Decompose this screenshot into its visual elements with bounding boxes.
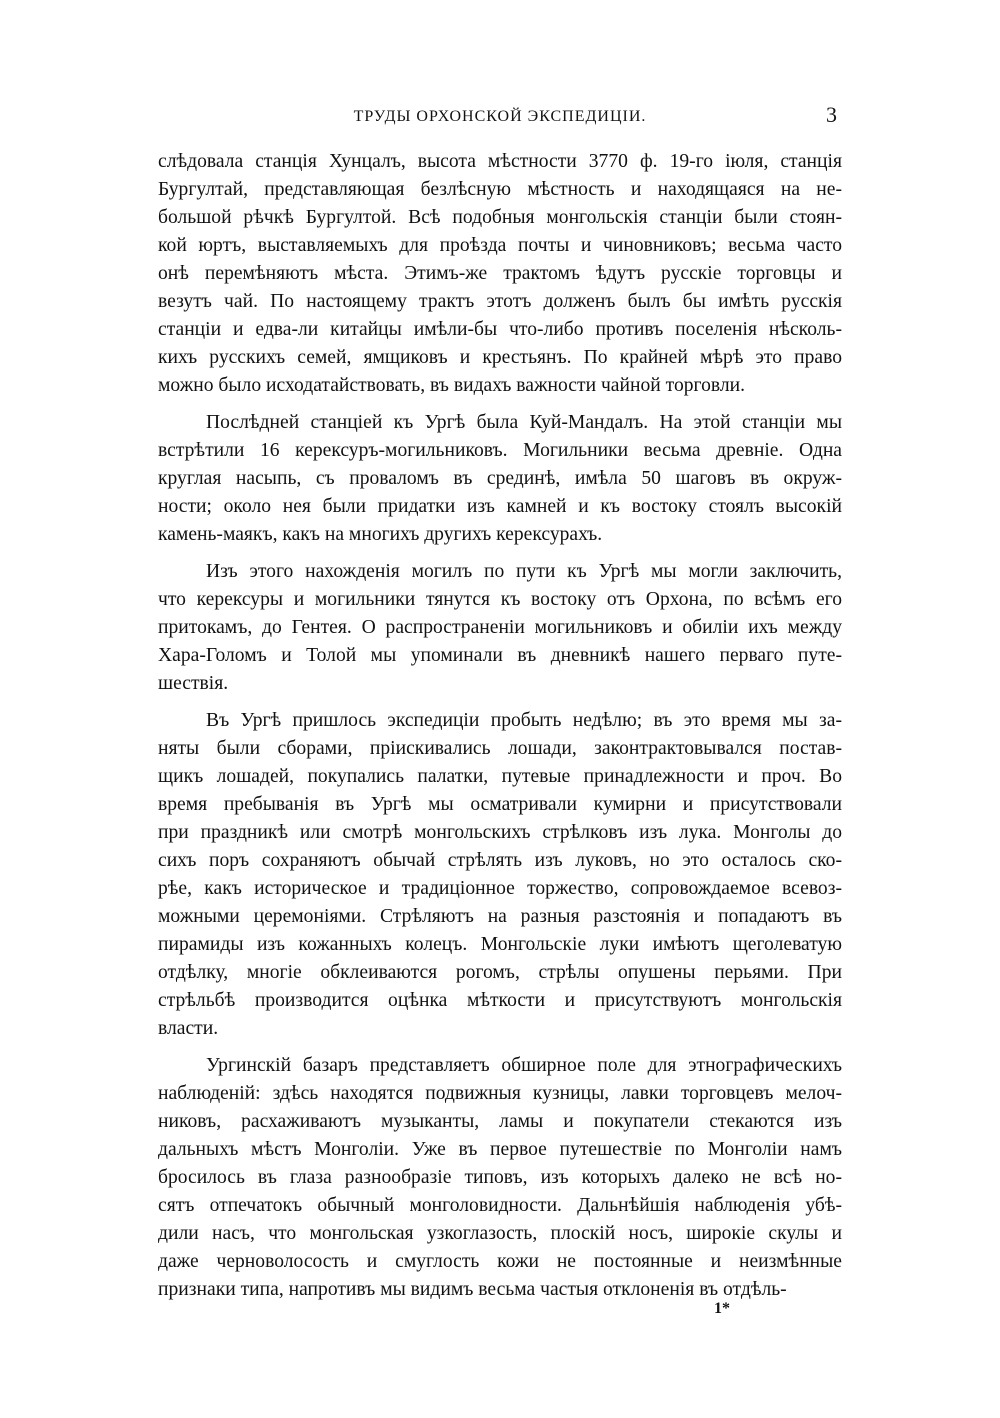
text-line: кихъ русскихъ семей, ямщиковъ и крестьянъ. По крайней мѣрѣ это право <box>158 347 842 368</box>
paragraph <box>158 148 842 400</box>
text-line: никовъ, расхаживаютъ музыканты, ламы и покупатели стекаются изъ <box>158 1111 842 1132</box>
text-line: ности; около нея были придатки изъ камней и къ востоку стоялъ высокій <box>158 496 842 517</box>
text-line: время пребыванія въ Ургѣ мы осматривали кумирни и присутствовали <box>158 794 842 815</box>
text-line: кой юртъ, выставляемыхъ для проѣзда почты и чиновниковъ; весьма часто <box>158 235 842 256</box>
text-line: бросилось въ глаза разнообразіе типовъ, изъ которыхъ далеко не всѣ но- <box>158 1167 842 1188</box>
text-line: наблюденій: здѣсь находятся подвижныя кузницы, лавки торговцевъ мелоч- <box>158 1083 842 1104</box>
running-header <box>158 100 842 132</box>
signature-mark: 1* <box>714 1300 730 1317</box>
text-line: власти. <box>158 1018 219 1039</box>
text-line: везутъ чай. По настоящему трактъ этотъ долженъ былъ бы имѣть русскія <box>158 291 842 312</box>
text-line: отдѣлку, многіе обклеиваются рогомъ, стрѣлы опушены перьями. При <box>158 962 842 983</box>
text-line: встрѣтили 16 керексуръ-могильниковъ. Могильники весьма древніе. Одна <box>158 440 842 461</box>
document-page <box>158 100 842 1340</box>
text-line: камень-маякъ, какъ на многихъ другихъ керексурахъ. <box>158 524 603 545</box>
text-line: стрѣльбѣ производится оцѣнка мѣткости и присутствуютъ монгольскія <box>158 990 842 1011</box>
text-line: станціи и едва-ли китайцы имѣли-бы что-либо противъ поселенія нѣсколь- <box>158 319 842 340</box>
text-line: рѣе, какъ историческое и традиціонное торжество, сопровождаемое всевоз- <box>158 878 842 899</box>
paragraph <box>158 707 842 1043</box>
text-line: шествія. <box>158 673 229 694</box>
text-line: круглая насыпь, съ проваломъ въ срединѣ, имѣла 50 шаговъ въ окруж- <box>158 468 842 489</box>
text-line: сятъ отпечатокъ обычный монголовидности. Дальнѣйшія наблюденія убѣ- <box>158 1195 842 1216</box>
text-line: Бургултай, представляющая безлѣсную мѣстность и находящаяся на не- <box>158 179 842 200</box>
text-line: большой рѣчкѣ Бургултой. Всѣ подобныя монгольскія станціи были стоян- <box>158 207 842 228</box>
text-line: дили насъ, что монгольская узкоглазость, плоскій носъ, широкіе скулы и <box>158 1223 842 1244</box>
text-line: что керексуры и могильники тянутся къ востоку отъ Орхона, по всѣмъ его <box>158 589 842 610</box>
text-line: Послѣдней станціей къ Ургѣ была Куй-Мандалъ. На этой станціи мы <box>206 412 842 433</box>
text-line: Въ Ургѣ пришлось экспедиціи пробыть недѣлю; въ это время мы за- <box>206 710 842 731</box>
paragraph <box>158 1052 842 1304</box>
text-line: сихъ поръ сохраняютъ обычай стрѣлять изъ луковъ, но это осталось ско- <box>158 850 842 871</box>
text-line: дальныхъ мѣстъ Монголіи. Уже въ первое путешествіе по Монголіи намъ <box>158 1139 842 1160</box>
paragraph <box>158 558 842 698</box>
text-line: признаки типа, напротивъ мы видимъ весьма частыя отклоненія въ отдѣль- <box>158 1279 787 1300</box>
text-line: щикъ лошадей, покупались палатки, путевые принадлежности и проч. Во <box>158 766 842 787</box>
text-line: можными церемоніями. Стрѣляютъ на разныя разстоянія и попадаютъ въ <box>158 906 842 927</box>
running-title: ТРУДЫ ОРХОНСКОЙ ЭКСПЕДИЦІИ. <box>353 108 647 125</box>
page-number: 3 <box>826 102 838 127</box>
text-line: Хара-Голомъ и Толой мы упоминали въ дневникѣ нашего перваго путе- <box>158 645 842 666</box>
text-line: можно было исходатайствовать, въ видахъ важности чайной торговли. <box>158 375 746 396</box>
text-line: при праздникѣ или смотрѣ монгольскихъ стрѣлковъ изъ лука. Монголы до <box>158 822 842 843</box>
text-line: даже черноволосость и смуглость кожи не постоянные и неизмѣнные <box>158 1251 842 1272</box>
text-line: Изъ этого нахожденія могилъ по пути къ Ургѣ мы могли заключить, <box>206 561 842 582</box>
text-line: слѣдовала станція Хунцалъ, высота мѣстности 3770 ф. 19-го іюля, станція <box>158 151 842 172</box>
body-text <box>158 148 842 1304</box>
text-line: притокамъ, до Гентея. О распространеніи могильниковъ и обиліи ихъ между <box>158 617 842 638</box>
text-line: онѣ перемѣняютъ мѣста. Этимъ-же трактомъ ѣдутъ русскіе торговцы и <box>158 263 842 284</box>
paragraph <box>158 409 842 549</box>
text-line: Ургинскій базаръ представляетъ обширное поле для этнографическихъ <box>206 1055 842 1076</box>
text-line: няты были сборами, пріискивались лошади, законтрактовывался постав- <box>158 738 842 759</box>
text-line: пирамиды изъ кожанныхъ колецъ. Монгольскіе луки имѣютъ щеголеватую <box>158 934 842 955</box>
